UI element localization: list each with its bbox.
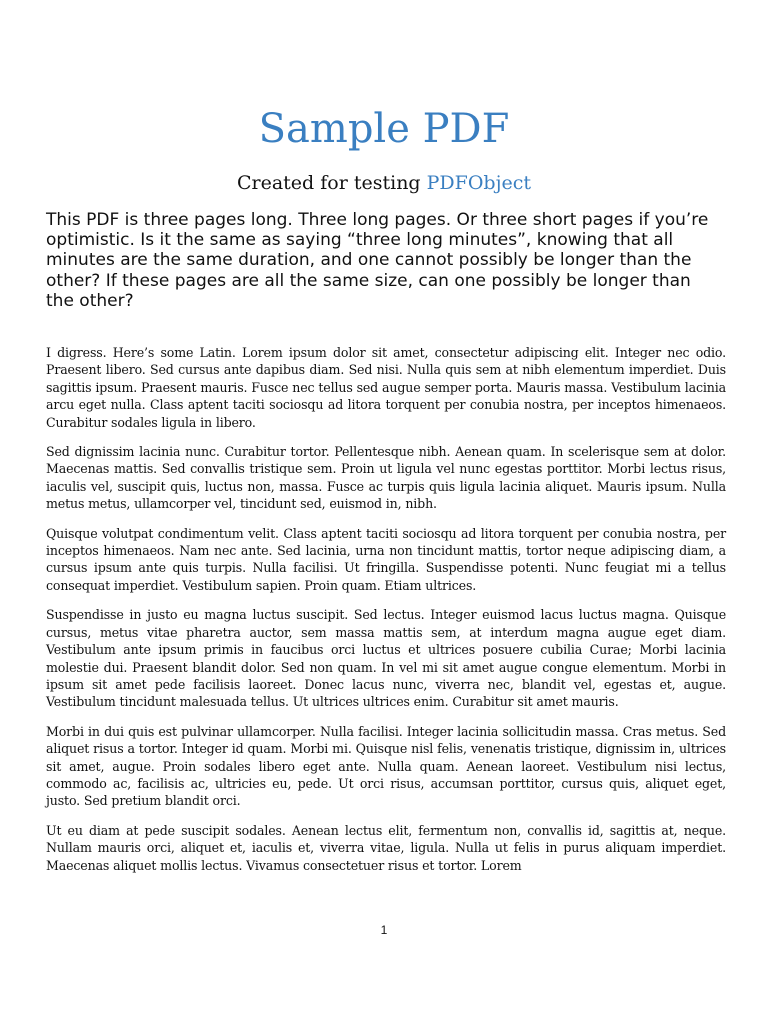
document-subtitle (0, 170, 768, 196)
pdfobject-link[interactable]: PDFObject (426, 172, 531, 194)
paragraph: Sed dignissim lacinia nunc. Curabitur tortor. Pellentesque nibh. Aenean quam. In scelerisque sem at dolor. Maecenas mattis. Sed convallis tristique sem. Proin ut ligula vel nunc egestas porttitor. Morbi lectus risus, iaculis vel, suscipit quis, luctus non, massa. Fusce ac turpis quis ligula lacinia aliquet. Mauris ipsum. Nulla metus metus, ullamcorper vel, tincidunt sed, euismod in, nibh. (46, 444, 726, 512)
paragraph: I digress. Here’s some Latin. Lorem ipsum dolor sit amet, consectetur adipiscing elit. Integer nec odio. Praesent libero. Sed cursus ante dapibus diam. Sed nisi. Nulla quis sem at nibh elementum imperdiet. Duis sagittis ipsum. Praesent mauris. Fusce nec tellus sed augue semper porta. Mauris massa. Vestibulum lacinia arcu eget nulla. Class aptent taciti sociosqu ad litora torquent per conubia nostra, per inceptos himenaeos. Curabitur sodales ligula in libero. (46, 345, 726, 430)
paragraph: Morbi in dui quis est pulvinar ullamcorper. Nulla facilisi. Integer lacinia sollicitudin massa. Cras metus. Sed aliquet risus a tortor. Integer id quam. Morbi mi. Quisque nisl felis, venenatis tristique, dignissim in, ultrices sit amet, augue. Proin sodales libero eget ante. Nulla quam. Aenean laoreet. Vestibulum nisi lectus, commodo ac, facilisis ac, ultricies eu, pede. Ut orci risus, accumsan porttitor, cursus quis, aliquet eget, justo. Sed pretium blandit orci. (46, 723, 726, 809)
intro-paragraph: This PDF is three pages long. Three long pages. Or three short pages if you’re optimistic. Is it the same as saying “three long minutes”, knowing that all minutes are the same duration, and one cannot possibly be longer than the other? If these pages are all the same size, can one possibly be longer than the other? (46, 210, 709, 311)
document-title: Sample PDF (258, 106, 510, 152)
body-text (46, 344, 726, 886)
paragraph: Quisque volutpat condimentum velit. Class aptent taciti sociosqu ad litora torquent per conubia nostra, per inceptos himenaeos. Nam nec ante. Sed lacinia, urna non tincidunt mattis, tortor neque adipiscing diam, a cursus ipsum ante quis turpis. Nulla facilisi. Ut fringilla. Suspendisse potenti. Nunc feugiat mi a tellus consequat imperdiet. Vestibulum sapien. Proin quam. Etiam ultrices. (46, 525, 726, 593)
page-number: 1 (380, 923, 388, 937)
paragraph: Suspendisse in justo eu magna luctus suscipit. Sed lectus. Integer euismod lacus luctus magna. Quisque cursus, metus vitae pharetra auctor, sem massa mattis sem, at interdum magna augue eget diam. Vestibulum ante ipsum primis in faucibus orci luctus et ultrices posuere cubilia Curae; Morbi lacinia molestie dui. Praesent blandit dolor. Sed non quam. In vel mi sit amet augue congue elementum. Morbi in ipsum sit amet pede facilisis laoreet. Donec lacus nunc, viverra nec, blandit vel, egestas et, augue. Vestibulum tincidunt malesuada tellus. Ut ultrices ultrices enim. Curabitur sit amet mauris. (46, 607, 726, 710)
subtitle-text: Created for testing (236, 172, 427, 194)
paragraph: Ut eu diam at pede suscipit sodales. Aenean lectus elit, fermentum non, convallis id, sagittis at, neque. Nullam mauris orci, aliquet et, iaculis et, viverra vitae, ligula. Nulla ut felis in purus aliquam imperdiet. Maecenas aliquet mollis lectus. Vivamus consectetuer risus et tortor. Lorem (46, 822, 726, 873)
